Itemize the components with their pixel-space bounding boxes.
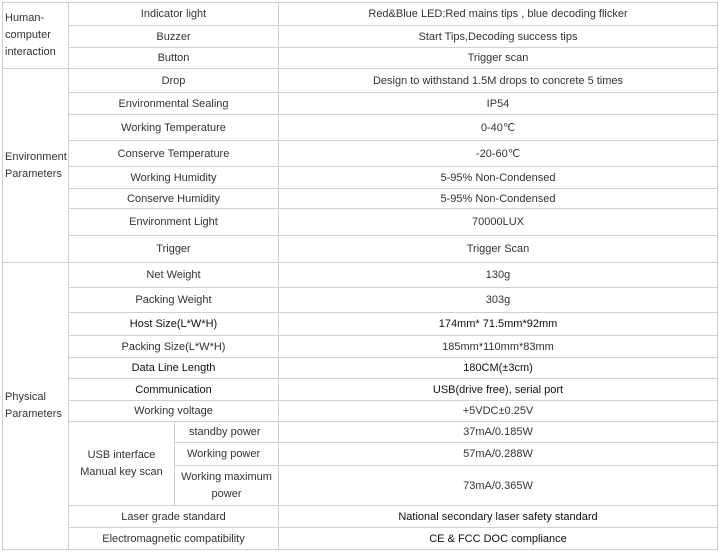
conserve-humidity-value: 5-95% Non-Condensed	[279, 189, 718, 209]
packing-size-value: 185mm*110mm*83mm	[279, 336, 718, 358]
table-row	[3, 506, 718, 528]
table-row	[3, 93, 718, 115]
buzzer-label: Buzzer	[69, 26, 279, 48]
table-row	[3, 3, 718, 26]
table-row	[3, 26, 718, 48]
working-voltage-label: Working voltage	[69, 401, 279, 422]
working-power-value: 57mA/0.288W	[279, 443, 718, 466]
table-row	[3, 401, 718, 422]
laser-grade-standard-value: National secondary laser safety standard	[279, 506, 718, 528]
communication-value: USB(drive free), serial port	[279, 379, 718, 401]
table-row	[3, 313, 718, 336]
drop-value: Design to withstand 1.5M drops to concrete 5 times	[279, 69, 718, 93]
host-size-value: 174mm* 71.5mm*92mm	[279, 313, 718, 336]
net-weight-label: Net Weight	[69, 263, 279, 288]
button-value: Trigger scan	[279, 48, 718, 69]
table-row	[3, 236, 718, 263]
table-row	[3, 358, 718, 379]
button-label: Button	[69, 48, 279, 69]
working-humidity-label: Working Humidity	[69, 167, 279, 189]
data-line-length-value: 180CM(±3cm)	[279, 358, 718, 379]
spec-table	[2, 2, 718, 550]
conserve-temperature-label: Conserve Temperature	[69, 141, 279, 167]
packing-weight-value: 303g	[279, 288, 718, 313]
environment-light-label: Environment Light	[69, 209, 279, 236]
table-row	[3, 48, 718, 69]
group-human-computer-interaction: Human-computer interaction	[3, 3, 69, 69]
standby-power-label: standby power	[175, 422, 279, 443]
drop-label: Drop	[69, 69, 279, 93]
packing-size-label: Packing Size(L*W*H)	[69, 336, 279, 358]
table-row	[3, 167, 718, 189]
table-row	[3, 528, 718, 550]
laser-grade-standard-label: Laser grade standard	[69, 506, 279, 528]
working-maximum-power-label: Working maximum power	[175, 466, 279, 506]
indicator-light-label: Indicator light	[69, 3, 279, 26]
group-environment-parameters: Environment Parameters	[3, 69, 69, 263]
environmental-sealing-value: IP54	[279, 93, 718, 115]
table-row	[3, 288, 718, 313]
standby-power-value: 37mA/0.185W	[279, 422, 718, 443]
host-size-label: Host Size(L*W*H)	[69, 313, 279, 336]
table-row	[3, 69, 718, 93]
working-voltage-value: +5VDC±0.25V	[279, 401, 718, 422]
working-temperature-label: Working Temperature	[69, 115, 279, 141]
table-row	[3, 189, 718, 209]
packing-weight-label: Packing Weight	[69, 288, 279, 313]
conserve-humidity-label: Conserve Humidity	[69, 189, 279, 209]
usb-interface-label: USB interface Manual key scan	[69, 422, 175, 506]
working-power-label: Working power	[175, 443, 279, 466]
table-row	[3, 141, 718, 167]
trigger-label: Trigger	[69, 236, 279, 263]
data-line-length-label: Data Line Length	[69, 358, 279, 379]
trigger-value: Trigger Scan	[279, 236, 718, 263]
communication-label: Communication	[69, 379, 279, 401]
table-row	[3, 115, 718, 141]
working-humidity-value: 5-95% Non-Condensed	[279, 167, 718, 189]
net-weight-value: 130g	[279, 263, 718, 288]
environment-light-value: 70000LUX	[279, 209, 718, 236]
working-temperature-value: 0-40℃	[279, 115, 718, 141]
table-row	[3, 263, 718, 288]
table-row	[3, 209, 718, 236]
environmental-sealing-label: Environmental Sealing	[69, 93, 279, 115]
indicator-light-value: Red&Blue LED:Red mains tips , blue decoding flicker	[279, 3, 718, 26]
group-physical-parameters: Physical Parameters	[3, 263, 69, 550]
electromagnetic-compatibility-value: CE & FCC DOC compliance	[279, 528, 718, 550]
table-row	[3, 422, 718, 443]
buzzer-value: Start Tips,Decoding success tips	[279, 26, 718, 48]
electromagnetic-compatibility-label: Electromagnetic compatibility	[69, 528, 279, 550]
table-row	[3, 379, 718, 401]
conserve-temperature-value: -20-60℃	[279, 141, 718, 167]
table-row	[3, 336, 718, 358]
working-maximum-power-value: 73mA/0.365W	[279, 466, 718, 506]
